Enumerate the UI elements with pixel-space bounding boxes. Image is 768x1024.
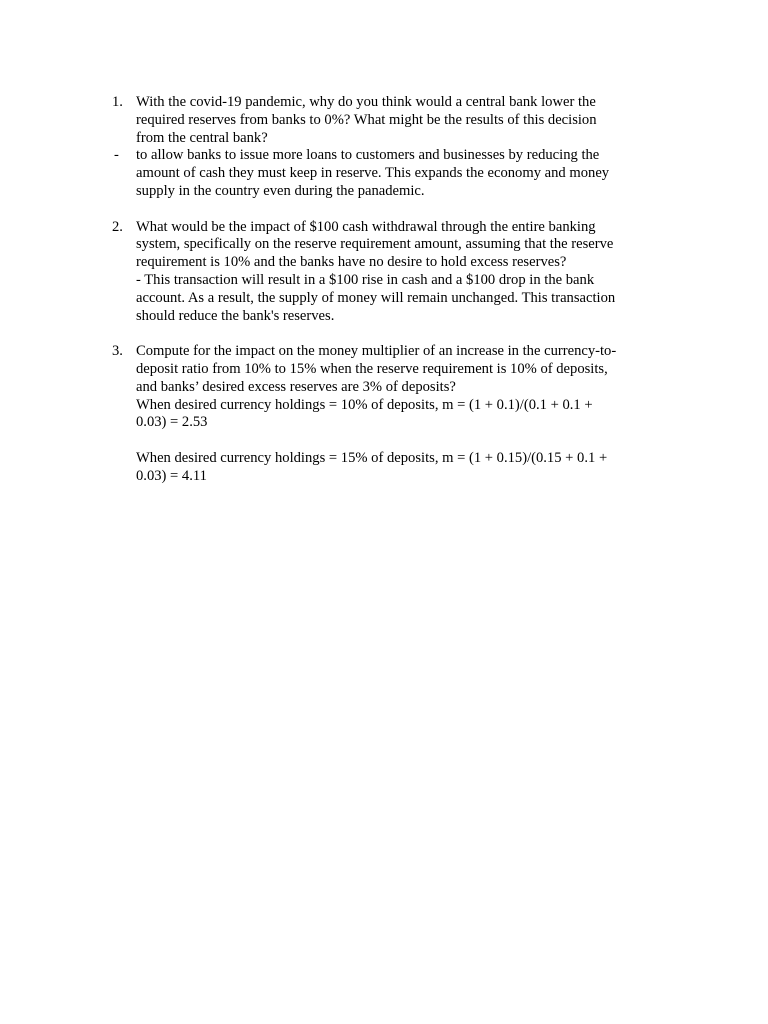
text-line: 0.03) = 4.11 [136, 467, 207, 484]
question-1 [112, 94, 642, 147]
paragraph-spacer [112, 201, 642, 219]
text-line: - This transaction will result in a $100 rise in cash and a $100 drop in the bank [136, 271, 595, 288]
text-line: amount of cash they must keep in reserve. This expands the economy and money [136, 165, 610, 182]
text-line: to allow banks to issue more loans to customers and businesses by reducing the [136, 147, 600, 164]
text-line: supply in the country even during the panademic. [136, 182, 425, 199]
text-line: required reserves from banks to 0%? What might be the results of this decision [136, 111, 597, 128]
text-line: from the central bank? [136, 129, 268, 146]
list-number: 1. [112, 94, 123, 110]
text-line: What would be the impact of $100 cash withdrawal through the entire banking [136, 218, 596, 235]
document-body [112, 94, 642, 486]
question-text [136, 219, 642, 326]
question-text [136, 343, 642, 485]
text-line: 0.03) = 2.53 [136, 414, 208, 431]
list-number: 3. [112, 343, 123, 360]
text-line: requirement is 10% and the banks have no desire to hold excess reserves? [136, 254, 567, 271]
text-line: deposit ratio from 10% to 15% when the reserve requirement is 10% of deposits, [136, 360, 608, 377]
text-line: Compute for the impact on the money multiplier of an increase in the currency-to- [136, 343, 617, 360]
list-number: 2. [112, 218, 123, 235]
text-line: should reduce the bank's reserves. [136, 307, 335, 324]
text-line: and banks’ desired excess reserves are 3% of deposits? [136, 378, 456, 395]
text-line: When desired currency holdings = 15% of deposits, m = (1 + 0.15)/(0.15 + 0.1 + [136, 449, 608, 466]
question-2 [112, 219, 642, 326]
text-line: account. As a result, the supply of money will remain unchanged. This transaction [136, 289, 616, 306]
answer-text [136, 147, 642, 200]
paragraph-spacer [136, 432, 642, 450]
answer-1 [112, 147, 642, 200]
text-line: system, specifically on the reserve requirement amount, assuming that the reserve [136, 236, 614, 253]
bullet-dash: - [114, 147, 119, 164]
text-line: With the covid-19 pandemic, why do you think would a central bank lower the [136, 94, 596, 110]
question-text [136, 94, 642, 147]
text-line: When desired currency holdings = 10% of deposits, m = (1 + 0.1)/(0.1 + 0.1 + [136, 396, 593, 413]
paragraph-spacer [112, 325, 642, 343]
question-3 [112, 343, 642, 485]
